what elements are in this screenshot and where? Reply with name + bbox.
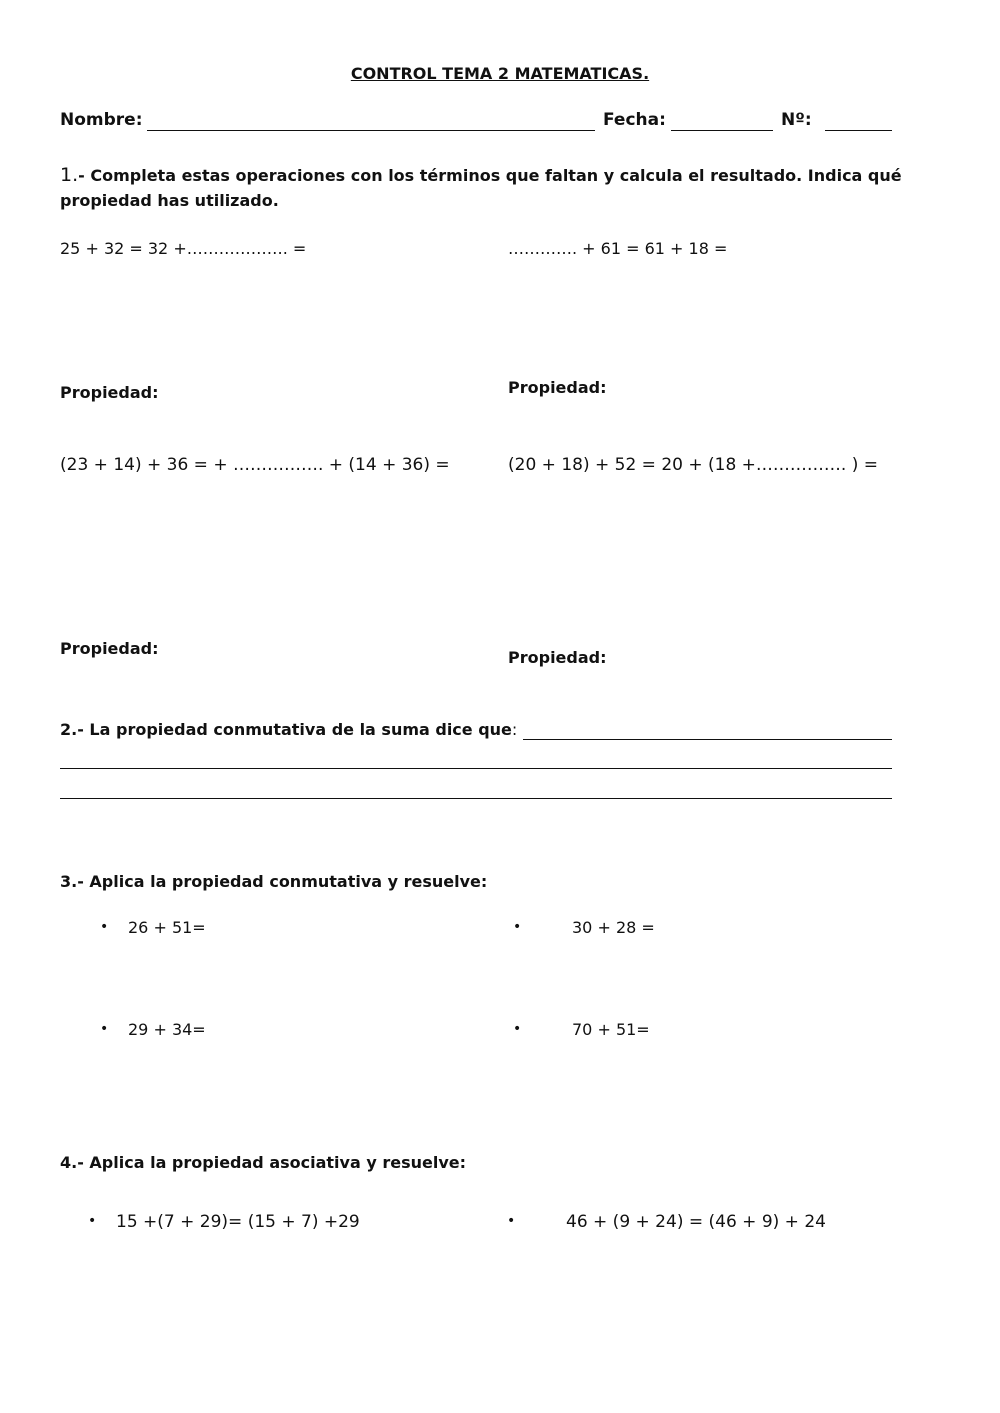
q1-instruction-line2: propiedad has utilizado. [60, 191, 279, 210]
q1-exercise-d: (20 + 18) + 52 = 20 + (18 +……………. ) = [508, 455, 878, 475]
number-field[interactable] [825, 130, 892, 131]
q1-property-label-a: Propiedad: [60, 383, 159, 402]
q1-exercise-a: 25 + 32 = 32 +………………. = [60, 239, 307, 258]
date-field[interactable] [671, 130, 773, 131]
q3-instruction: 3.- Aplica la propiedad conmutativa y resuelve: [60, 872, 488, 891]
q2-answer-line-2[interactable] [60, 768, 892, 769]
q2-instruction [60, 720, 517, 739]
q3-item-d: 70 + 51= [572, 1020, 650, 1039]
q2-colon: : [511, 720, 518, 739]
q4-item-a: 15 +(7 + 29)= (15 + 7) +29 [116, 1212, 360, 1232]
q4-item-b: 46 + (9 + 24) = (46 + 9) + 24 [566, 1212, 826, 1232]
name-field[interactable] [147, 130, 595, 131]
name-label: Nombre: [60, 110, 143, 130]
q1-number: 1. [60, 164, 79, 186]
bullet-icon: • [100, 919, 109, 935]
q3-item-c: 29 + 34= [128, 1020, 206, 1039]
q4-instruction: 4.- Aplica la propiedad asociativa y resuelve: [60, 1153, 467, 1172]
q1-property-label-b: Propiedad: [508, 378, 607, 397]
q2-text: 2.- La propiedad conmutativa de la suma dice que [60, 720, 512, 739]
q2-answer-line-1[interactable] [523, 739, 892, 740]
date-label: Fecha: [603, 110, 666, 130]
number-label: Nº: [781, 110, 812, 130]
bullet-icon: • [513, 919, 522, 935]
page-title: CONTROL TEMA 2 MATEMATICAS. [350, 64, 650, 83]
bullet-icon: • [513, 1021, 522, 1037]
q1-exercise-b: …………. + 61 = 61 + 18 = [508, 239, 728, 258]
q1-text-line1: - Completa estas operaciones con los términos que faltan y calcula el resultado. Indica qué [78, 166, 902, 185]
q3-item-a: 26 + 51= [128, 918, 206, 937]
q1-instruction-line1 [60, 164, 902, 186]
q3-item-b: 30 + 28 = [572, 918, 655, 937]
q1-property-label-c: Propiedad: [60, 639, 159, 658]
bullet-icon: • [100, 1021, 109, 1037]
bullet-icon: • [88, 1213, 97, 1229]
q1-exercise-c: (23 + 14) + 36 = + ……………. + (14 + 36) = [60, 455, 450, 475]
q2-answer-line-3[interactable] [60, 798, 892, 799]
q1-property-label-d: Propiedad: [508, 648, 607, 667]
bullet-icon: • [507, 1213, 516, 1229]
